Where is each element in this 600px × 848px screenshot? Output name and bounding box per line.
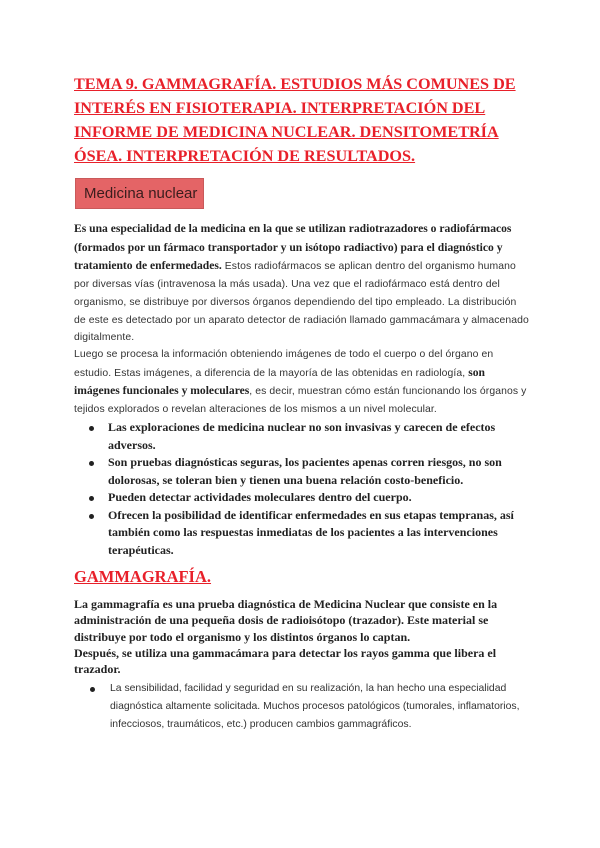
section-tag-medicina-nuclear: Medicina nuclear <box>75 178 204 209</box>
list-item: Pueden detectar actividades moleculares dentro del cuerpo. <box>74 489 534 507</box>
list-item: Las exploraciones de medicina nuclear no son invasivas y carecen de efectos adversos. <box>74 419 534 454</box>
intro-bold-text: Es una especialidad de la medicina en la que se utilizan radiotrazadores o radiofármacos (formados por un fármaco transportador y un isótopo radiactivo) para el diagnóstico y tratamiento de enfermedades. <box>74 222 512 273</box>
intro-rest-text: Estos radiofármacos se aplican dentro del organismo humano por diversas vías (intravenosa la más usada). Una vez que el radiofármaco está dentro del organismo, se distribuye por diversos órganos dependiendo del tipo empleado. La distribución de este es detectado por un aparato detector de radiación llamado gammacámara y almacenado digitalmente. <box>74 261 529 344</box>
second-paragraph <box>74 346 530 419</box>
gammagrafia-line2: Después, se utiliza una gammacámara para detectar los rayos gamma que libera el trazador. <box>74 645 497 677</box>
intro-paragraph <box>74 220 530 347</box>
gammagrafia-list <box>74 680 534 733</box>
document-title: TEMA 9. GAMMAGRAFÍA. ESTUDIOS MÁS COMUNES DE INTERÉS EN FISIOTERAPIA. INTERPRETACIÓN DEL INFORME DE MEDICINA NUCLEAR. DENSITOMETRÍA ÓSEA. INTERPRETACIÓN DE RESULTADOS. <box>74 75 516 165</box>
para2-bold: son imágenes funcionales y moleculares <box>74 365 486 398</box>
list-item: La sensibilidad, facilidad y seguridad en su realización, la han hecho una especialidad diagnóstica altamente solicitada. Muchos procesos patológicos (tumorales, inflamatorios, infecciosos, traumáticos, etc.) producen cambios gammagráficos. <box>74 680 534 733</box>
list-item: Ofrecen la posibilidad de identificar enfermedades en sus etapas tempranas, así también como las respuestas inmediatas de los pacientes a las intervenciones terapéuticas. <box>74 507 534 560</box>
gammagrafia-heading: GAMMAGRAFÍA. <box>74 567 212 586</box>
para2-part1: Luego se procesa la información obteniendo imágenes de todo el cuerpo o del órgano en estudio. Estas imágenes, a diferencia de la mayoría de las obtenidas en radiología, <box>74 349 494 379</box>
gammagrafia-line1: La gammagrafía es una prueba diagnóstica de Medicina Nuclear que consiste en la administración de una pequeña dosis de radioisótopo (trazador). Este material se distribuye por todo el organismo y los distintos órganos lo captan. <box>74 597 498 644</box>
advantages-list <box>74 419 534 559</box>
list-item: Son pruebas diagnósticas seguras, los pacientes apenas corren riesgos, no son dolorosas, se toleran bien y tienen una buena relación costo-beneficio. <box>74 454 534 489</box>
para2-part2: , es decir, muestran cómo están funcionando los órganos y tejidos explorados o revelan alteraciones de los mismos a un nivel molecular. <box>74 386 527 416</box>
gammagrafia-paragraph <box>74 596 530 677</box>
